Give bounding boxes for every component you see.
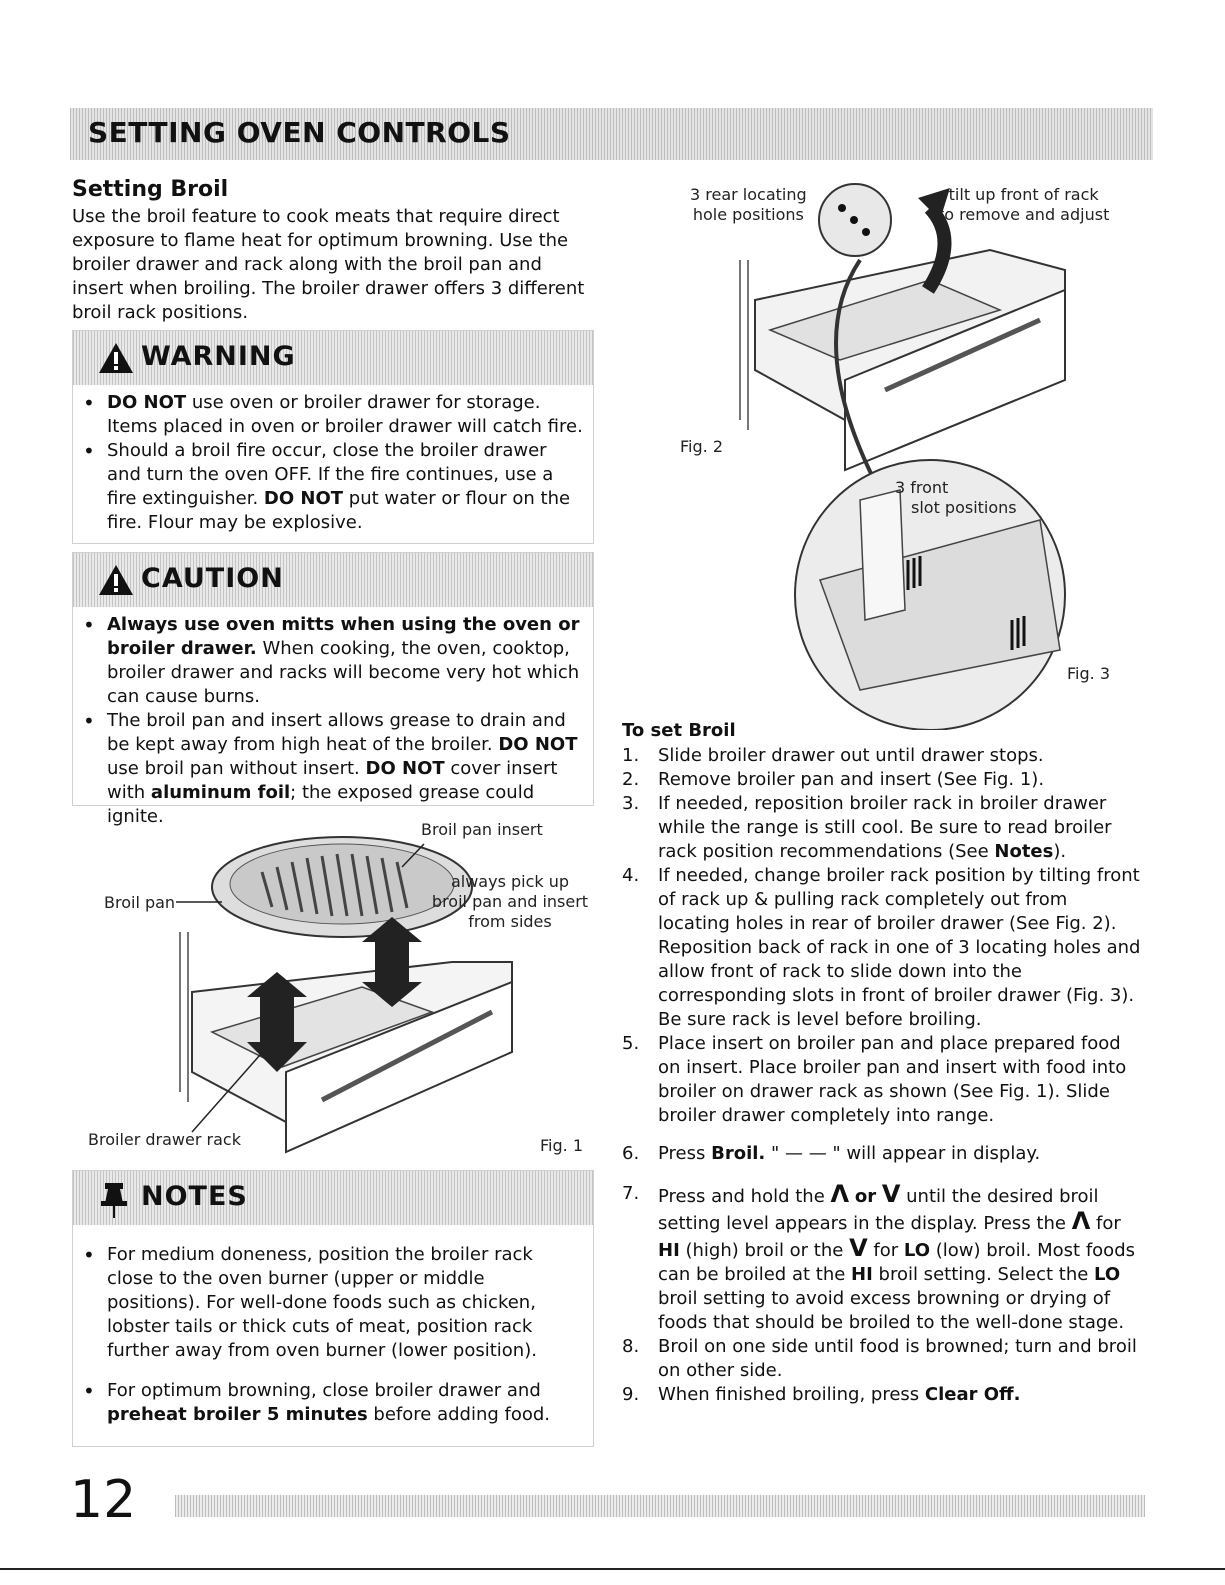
list-item: • The broil pan and insert allows grease to drain and be kept away from high heat of the broiler. DO NOT use broil pan without insert. DO NOT cover insert with aluminum foil; the exposed grease could ignite. <box>81 709 583 829</box>
fig1-illustration <box>72 812 592 1162</box>
down-arrow-icon: V <box>849 1234 868 1262</box>
steps-title: To set Broil <box>622 720 736 741</box>
step-item: 2. Remove broiler pan and insert (See Fig. 1). <box>622 769 1045 790</box>
step-item: 7. Press and hold the Λ or V until the desired broil setting level appears in the display. Press the Λ for HI (high) broil or the V for LO (low) broil. Most foods can be broiled at the HI broil setting. Select the LO broil setting to avoid excess browning or drying of foods that should be broiled to the well-done stage. <box>622 1180 1135 1333</box>
fig3-label-front: 3 front slot positions <box>895 478 1017 517</box>
caution-list <box>81 613 583 829</box>
step-item: 8. Broil on one side until food is browned; turn and broil on other side. <box>622 1336 1137 1381</box>
fig2-label-tilt: tilt up front of rack to remove and adjust <box>938 185 1110 224</box>
step-item: 5. Place insert on broiler pan and place prepared food on insert. Place broiler pan and insert with food into broiler on drawer rack as shown (See Fig. 1). Slide broiler drawer completely into range. <box>622 1033 1127 1126</box>
step-item: 1. Slide broiler drawer out until drawer stops. <box>622 745 1044 766</box>
warning-list <box>81 391 583 535</box>
caution-box <box>72 552 594 827</box>
fig1-label-insert: Broil pan insert <box>421 820 543 839</box>
fig2-caption: Fig. 2 <box>680 437 723 456</box>
down-arrow-icon: V <box>881 1180 901 1208</box>
fig1-label-pickup: always pick up broil pan and insert from sides <box>431 872 589 931</box>
notes-title: NOTES <box>141 1181 248 1212</box>
fig2-label-rear: 3 rear locating hole positions <box>690 185 807 224</box>
fig2-fig3-illustration <box>660 180 1150 730</box>
bottom-rule <box>0 1568 1225 1570</box>
list-item: • Should a broil fire occur, close the broiler drawer and turn the oven OFF. If the fire continues, use a fire extinguisher. DO NOT put water or flour on the fire. Flour may be explosive. <box>81 439 583 535</box>
caution-title: CAUTION <box>141 563 284 594</box>
list-item: • For medium doneness, position the broiler rack close to the oven burner (upper or middle positions). For well-done foods such as chicken, lobster tails or thick cuts of meat, position rack further away from oven burner (lower position). <box>81 1243 583 1363</box>
steps-list <box>622 744 1142 1407</box>
notes-list <box>81 1243 583 1427</box>
step-item: 6. Press Broil. " — — " will appear in display. <box>622 1143 1041 1164</box>
warning-icon <box>97 341 135 375</box>
list-item: • DO NOT use oven or broiler drawer for storage. Items placed in oven or broiler drawer will catch fire. <box>81 391 583 439</box>
up-arrow-icon: Λ <box>830 1180 850 1208</box>
intro-paragraph: Use the broil feature to cook meats that require direct exposure to flame heat for optimum browning. Use the broiler drawer and rack along with the broil pan and insert when broiling. The broiler drawer offers 3 different broil rack positions. <box>72 206 585 323</box>
page-title: SETTING OVEN CONTROLS <box>88 116 511 149</box>
up-arrow-icon: Λ <box>1071 1207 1091 1235</box>
fig3-caption: Fig. 3 <box>1067 664 1110 683</box>
list-item: • For optimum browning, close broiler drawer and preheat broiler 5 minutes before adding food. <box>81 1379 583 1427</box>
step-item: 3. If needed, reposition broiler rack in broiler drawer while the range is still cool. Be sure to read broiler rack position recommendations (See Notes). <box>622 793 1112 862</box>
fig1-caption: Fig. 1 <box>540 1136 583 1155</box>
footer-band <box>175 1495 1145 1517</box>
warning-title: WARNING <box>141 341 296 372</box>
warning-box <box>72 330 594 544</box>
section-title: Setting Broil <box>72 177 229 202</box>
caution-icon <box>97 563 135 597</box>
fig1-label-rack: Broiler drawer rack <box>88 1130 241 1149</box>
list-item: • Always use oven mitts when using the oven or broiler drawer. When cooking, the oven, cooktop, broiler drawer and racks will become very hot which can cause burns. <box>81 613 583 709</box>
step-item: 4. If needed, change broiler rack position by tilting front of rack up & pulling rack completely out from locating holes in rear of broiler drawer (See Fig. 2). Reposition back of rack in one of 3 locating holes and allow front of rack to slide down into the corresponding slots in front of broiler drawer (Fig. 3). Be sure rack is level before broiling. <box>622 865 1141 1030</box>
fig1-label-pan: Broil pan <box>104 893 176 912</box>
page-number: 12 <box>70 1470 137 1530</box>
notes-box <box>72 1170 594 1447</box>
thumbtack-icon <box>97 1181 131 1219</box>
step-item: 9. When finished broiling, press Clear Off. <box>622 1384 1021 1405</box>
